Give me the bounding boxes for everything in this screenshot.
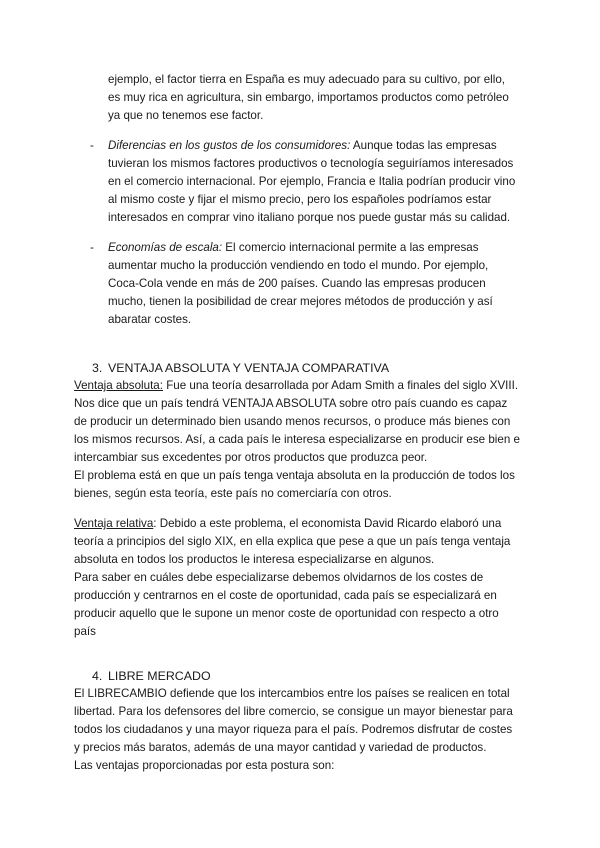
section-3-heading <box>0 359 600 377</box>
libre-mercado-line-2: libertad. Para los defensores del libre comercio, se consigue un mayor bienestar para <box>74 705 513 718</box>
libre-mercado-line-4: y precios más baratos, además de una mayor cantidad y variedad de productos. <box>74 741 487 754</box>
intro-line-3: ya que no tenemos ese factor. <box>108 109 264 122</box>
ventaja-absoluta-line-2: Nos dice que un país tendrá VENTAJA ABSOLUTA sobre otro país cuando es capaz <box>74 397 508 410</box>
intro-line-2: es muy rica en agricultura, sin embargo, importamos productos como petróleo <box>108 91 509 104</box>
ventaja-absoluta-line-3: de producir un determinado bien usando menos recursos, o produce más bienes con <box>74 415 511 428</box>
ventaja-relativa-line-5: producción y centrarnos en el coste de oportunidad, cada país se especializará en <box>74 589 497 602</box>
ventaja-absoluta-line-5: intercambiar sus excedentes por otros productos que produzca peor. <box>74 451 428 464</box>
bullet-diferencias-line-2: tuvieran los mismos factores productivos o tecnología seguiríamos interesados <box>108 157 514 170</box>
bullet-economias-line-4: mucho, tienen la posibilidad de crear mejores métodos de producción y así <box>108 295 493 308</box>
ventaja-relativa-first-line <box>74 515 501 533</box>
ventaja-absoluta-line-6: El problema está en que un país tenga ventaja absoluta en la producción de todos los <box>74 469 515 482</box>
section-4-number: 4. <box>92 669 103 683</box>
bullet-marker-economias: - <box>90 241 94 254</box>
ventaja-relativa-line-7: país <box>74 625 96 638</box>
bullet-diferencias-line-3: en el comercio internacional. Por ejemplo, Francia e Italia podrían producir vino <box>108 175 516 188</box>
bullet-diferencias-line-5: interesados en comprar vino italiano porque nos puede gustar más su calidad. <box>108 211 511 224</box>
bullet-economias-term: Economías de escala: <box>108 241 223 254</box>
ventaja-relativa-line-2: teoría a principios del siglo XIX, en ella explica que pese a que un país tenga ventaja <box>74 535 511 548</box>
ventaja-absoluta-first-rest: Fue una teoría desarrollada por Adam Smith a finales del siglo XVIII. <box>162 379 519 392</box>
ventaja-relativa-term: Ventaja relativa <box>74 517 154 530</box>
bullet-economias-line-2: aumentar mucho la producción vendiendo en todo el mundo. Por ejemplo, <box>108 259 489 272</box>
bullet-economias-first-rest: El comercio internacional permite a las empresas <box>222 241 479 254</box>
section-3-number: 3. <box>92 361 103 375</box>
ventaja-absoluta-term: Ventaja absoluta: <box>74 379 163 392</box>
section-4-heading <box>0 667 600 685</box>
bullet-diferencias-line-4: al mismo coste y fijar el mismo precio, pero los españoles podríamos estar <box>108 193 492 206</box>
ventaja-relativa-line-3: absoluta en todos los productos le interesa especializarse en algunos. <box>74 553 435 566</box>
bullet-economias-line-5: abaratar costes. <box>108 313 192 326</box>
section-4-title: LIBRE MERCADO <box>108 669 211 683</box>
ventaja-relativa-first-rest: : Debido a este problema, el economista David Ricardo elaboró una <box>153 517 502 530</box>
bullet-diferencias-term: Diferencias en los gustos de los consumidores: <box>108 139 351 152</box>
libre-mercado-line-1: El LIBRECAMBIO defiende que los intercambios entre los países se realicen en total <box>74 687 510 700</box>
bullet-marker-diferencias: - <box>90 139 94 152</box>
libre-mercado-line-3: todos los ciudadanos y una mayor riqueza para el país. Podremos disfrutar de costes <box>74 723 513 736</box>
ventaja-absoluta-line-4: los mismos recursos. Así, a cada país le interesa especializarse en producir ese bien e <box>74 433 520 446</box>
ventaja-absoluta-line-7: bienes, según esta teoría, este país no comerciaría con otros. <box>74 487 392 500</box>
intro-line-1: ejemplo, el factor tierra en España es muy adecuado para su cultivo, por ello, <box>108 73 505 86</box>
libre-mercado-line-5: Las ventajas proporcionadas por esta postura son: <box>74 759 335 772</box>
bullet-diferencias-first-rest: Aunque todas las empresas <box>350 139 497 152</box>
ventaja-absoluta-first-line <box>74 377 518 395</box>
bullet-economias-first-line <box>108 239 479 257</box>
ventaja-relativa-line-6: producir aquello que le supone un menor coste de oportunidad con respecto a otro <box>74 607 499 620</box>
ventaja-relativa-line-4: Para saber en cuáles debe especializarse debemos olvidarnos de los costes de <box>74 571 484 584</box>
bullet-economias-line-3: Coca-Cola vende en más de 200 países. Cuando las empresas producen <box>108 277 486 290</box>
bullet-diferencias-first-line <box>108 137 497 155</box>
section-3-title: VENTAJA ABSOLUTA Y VENTAJA COMPARATIVA <box>108 361 390 375</box>
